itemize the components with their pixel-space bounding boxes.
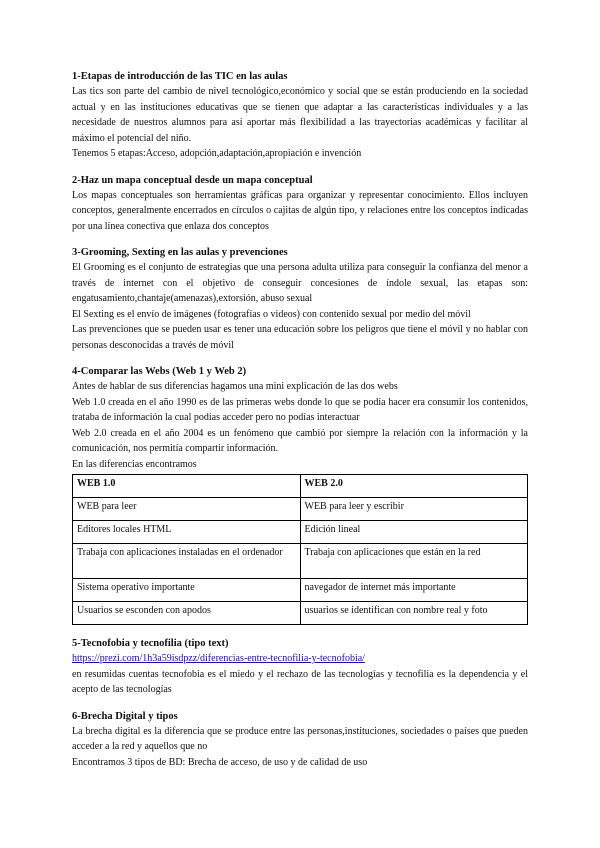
section-heading: 5-Tecnofobia y tecnofilia (tipo text) [72, 638, 229, 649]
table-header-row [73, 475, 528, 498]
paragraph: en resumidas cuentas tecnofobia es el miedo y el rechazo de las tecnologías y tecnofilia es la dependencia y el acepto de las tecnologías [72, 668, 528, 695]
paragraph: El Sexting es el envío de imágenes (fotografías o videos) con contenido sexual por medio del móvil [72, 308, 471, 320]
paragraph: Tenemos 5 etapas:Acceso, adopción,adaptación,apropiación e invención [72, 148, 362, 159]
section-web-comparison [72, 365, 528, 625]
paragraph: El Grooming es el conjunto de estrategias que una persona adulta utiliza para conseguir la confianza del menor a través de internet con el objetivo de conseguir concesiones de índole sexual, las etapas son: engatusamiento,chantaje(amenazas),extorsión, abuso sexual [72, 262, 528, 304]
table-cell: Edición lineal [300, 521, 528, 544]
section-heading: 2-Haz un mapa conceptual desde un mapa conceptual [72, 174, 313, 186]
table-row [73, 579, 528, 602]
table-row [73, 498, 528, 521]
table-cell: Trabaja con aplicaciones que están en la red [300, 544, 528, 579]
table-row [73, 544, 528, 579]
paragraph: Las tics son parte del cambio de nivel tecnológico,económico y social que se están produciendo en la sociedad actual y en las instituciones educativas que se tienen que adaptar a las características individuales y a las necesidade de nuestros alumnos para así aportar más flexibilidad a las trayectorias académicas y facilitar al máximo el potencial del niño. [72, 86, 528, 144]
section-grooming-sexting [72, 246, 528, 353]
table-cell: WEB para leer [73, 498, 301, 521]
table-row [73, 602, 528, 625]
prezi-link[interactable]: https://prezi.com/1h3a59isdpzz/diferencias-entre-tecnofilia-y-tecnofobia/ [72, 653, 365, 664]
table-header-cell: WEB 2.0 [300, 475, 528, 498]
section-heading: 4-Comparar las Webs (Web 1 y Web 2) [72, 366, 247, 377]
paragraph: La brecha digital es la diferencia que se produce entre las personas,instituciones, sociedades o países que pueden acceder a la red y aquellos que no [72, 725, 528, 752]
paragraph: Antes de hablar de sus diferencias hagamos una mini explicación de las dos webs [72, 381, 398, 392]
table-cell: Sistema operativo importante [73, 579, 301, 602]
paragraph: Las prevenciones que se pueden usar es tener una educación sobre los peligros que tiene el móvil y no hablar con personas desconocidas a través de móvil [72, 324, 528, 351]
table-header-cell: WEB 1.0 [73, 475, 301, 498]
table-cell: Editores locales HTML [73, 521, 301, 544]
table-cell: WEB para leer y escribir [300, 498, 528, 521]
table-cell: usuarios se identifican con nombre real y foto [300, 602, 528, 625]
paragraph: Web 2.0 creada en el año 2004 es un fenómeno que cambió por siempre la relación con la información y la comunicación, nos permitía compartir información. [72, 427, 528, 454]
section-heading: 6-Brecha Digital y tipos [72, 710, 178, 722]
table-row [73, 521, 528, 544]
paragraph: Web 1.0 creada en el año 1990 es de las primeras webs donde lo que se podía hacer era consumir los contenidos, trataba de información la cual podías acceder pero no podías interactuar [72, 396, 528, 423]
section-heading: 1-Etapas de introducción de las TIC en las aulas [72, 71, 288, 82]
section-technophobia [72, 637, 528, 698]
section-tic-stages [72, 70, 528, 162]
section-heading: 3-Grooming, Sexting en las aulas y prevenciones [72, 247, 288, 258]
section-digital-divide [72, 710, 528, 771]
paragraph: Los mapas conceptuales son herramientas gráficas para organizar y representar conocimiento. Ellos incluyen conceptos, generalmente encerrados en círculos o cajitas de algún tipo, y relaciones entre los conceptos indicadas por una línea conectiva que enlaza dos conceptos [72, 189, 528, 232]
table-cell: Usuarios se esconden con apodos [73, 602, 301, 625]
table-cell: Trabaja con aplicaciones instaladas en el ordenador [73, 544, 301, 579]
web-comparison-table [72, 474, 528, 625]
paragraph: En las diferencias encontramos [72, 458, 197, 470]
document-page [72, 70, 528, 782]
section-concept-map [72, 174, 528, 235]
table-cell: navegador de internet más importante [300, 579, 528, 602]
paragraph: Encontramos 3 tipos de BD: Brecha de acceso, de uso y de calidad de uso [72, 756, 368, 768]
